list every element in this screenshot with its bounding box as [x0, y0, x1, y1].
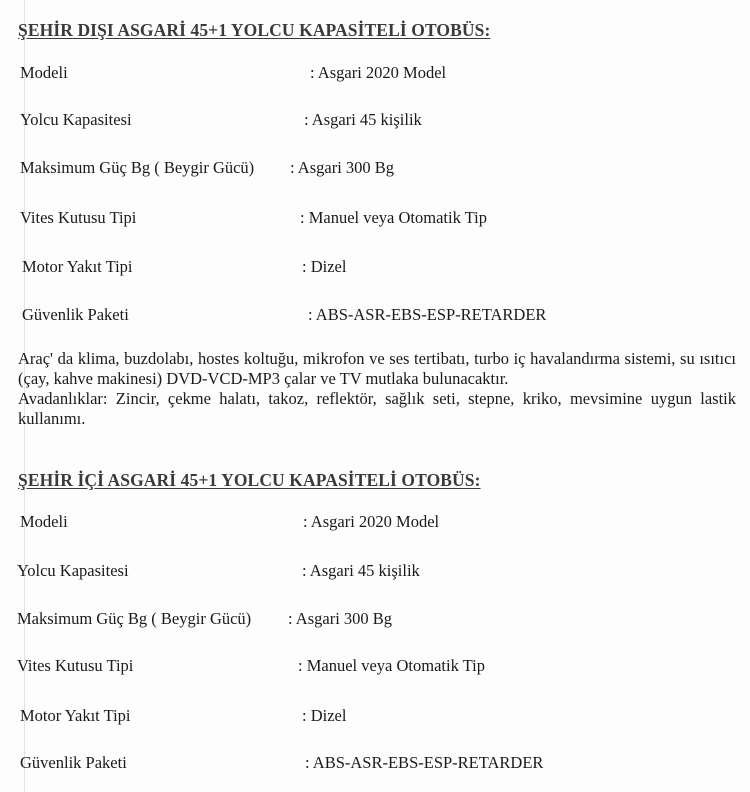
tools-text: Avadanlıklar: Zincir, çekme halatı, takoz, reflektör, sağlık seti, stepne, kriko, mevsimine uygun lastik kullanımı. [18, 389, 736, 428]
spec-label: Maksimum Güç Bg ( Beygir Gücü) [20, 158, 255, 177]
spec-value: : Asgari 300 Bg [288, 609, 393, 628]
spec-label: Güvenlik Paketi [22, 305, 129, 324]
onboard-equipment-text: Araç' da klima, buzdolabı, hostes koltuğu, mikrofon ve ses tertibatı, turbo iç havalandırma sistemi, su ısıtıcı (çay, kahve makinesi) DVD-VCD-MP3 çalar ve TV mutlaka bulunacaktır. [18, 349, 736, 388]
section-heading-urban: ŞEHİR İÇİ ASGARİ 45+1 YOLCU KAPASİTELİ OTOBÜS: [18, 470, 481, 490]
spec-value: : Asgari 45 kişilik [304, 110, 422, 129]
spec-label: Maksimum Güç Bg ( Beygir Gücü) [17, 609, 252, 628]
spec-label: Modeli [20, 63, 68, 82]
equipment-paragraph [18, 349, 736, 429]
spec-label: Yolcu Kapasitesi [20, 110, 132, 129]
spec-row-fuel [0, 257, 750, 281]
spec-value: : Asgari 300 Bg [290, 158, 395, 177]
spec-label: Güvenlik Paketi [20, 753, 127, 772]
spec-row-gearbox [0, 208, 750, 232]
spec-row-capacity [0, 110, 750, 134]
spec-row-power [0, 158, 750, 182]
spec-row-safety [0, 753, 750, 777]
spec-row-gearbox [0, 656, 750, 680]
spec-value: : Manuel veya Otomatik Tip [300, 208, 487, 227]
spec-value: : ABS-ASR-EBS-ESP-RETARDER [305, 753, 544, 772]
spec-label: Modeli [20, 512, 68, 531]
spec-row-model [0, 63, 750, 87]
spec-value: : Asgari 2020 Model [310, 63, 447, 82]
spec-label: Motor Yakıt Tipi [20, 706, 131, 725]
spec-row-capacity [0, 561, 750, 585]
spec-row-fuel [0, 706, 750, 730]
spec-row-model [0, 512, 750, 536]
section-heading-intercity: ŞEHİR DIŞI ASGARİ 45+1 YOLCU KAPASİTELİ OTOBÜS: [18, 20, 491, 40]
spec-value: : Dizel [302, 706, 347, 725]
spec-label: Motor Yakıt Tipi [22, 257, 133, 276]
spec-value: : Dizel [302, 257, 347, 276]
spec-label: Vites Kutusu Tipi [20, 208, 137, 227]
spec-label: Yolcu Kapasitesi [17, 561, 129, 580]
spec-value: : Asgari 2020 Model [303, 512, 440, 531]
spec-row-power [0, 609, 750, 633]
spec-value: : ABS-ASR-EBS-ESP-RETARDER [308, 305, 547, 324]
spec-value: : Asgari 45 kişilik [302, 561, 420, 580]
spec-value: : Manuel veya Otomatik Tip [298, 656, 485, 675]
spec-label: Vites Kutusu Tipi [17, 656, 134, 675]
spec-row-safety [0, 305, 750, 329]
